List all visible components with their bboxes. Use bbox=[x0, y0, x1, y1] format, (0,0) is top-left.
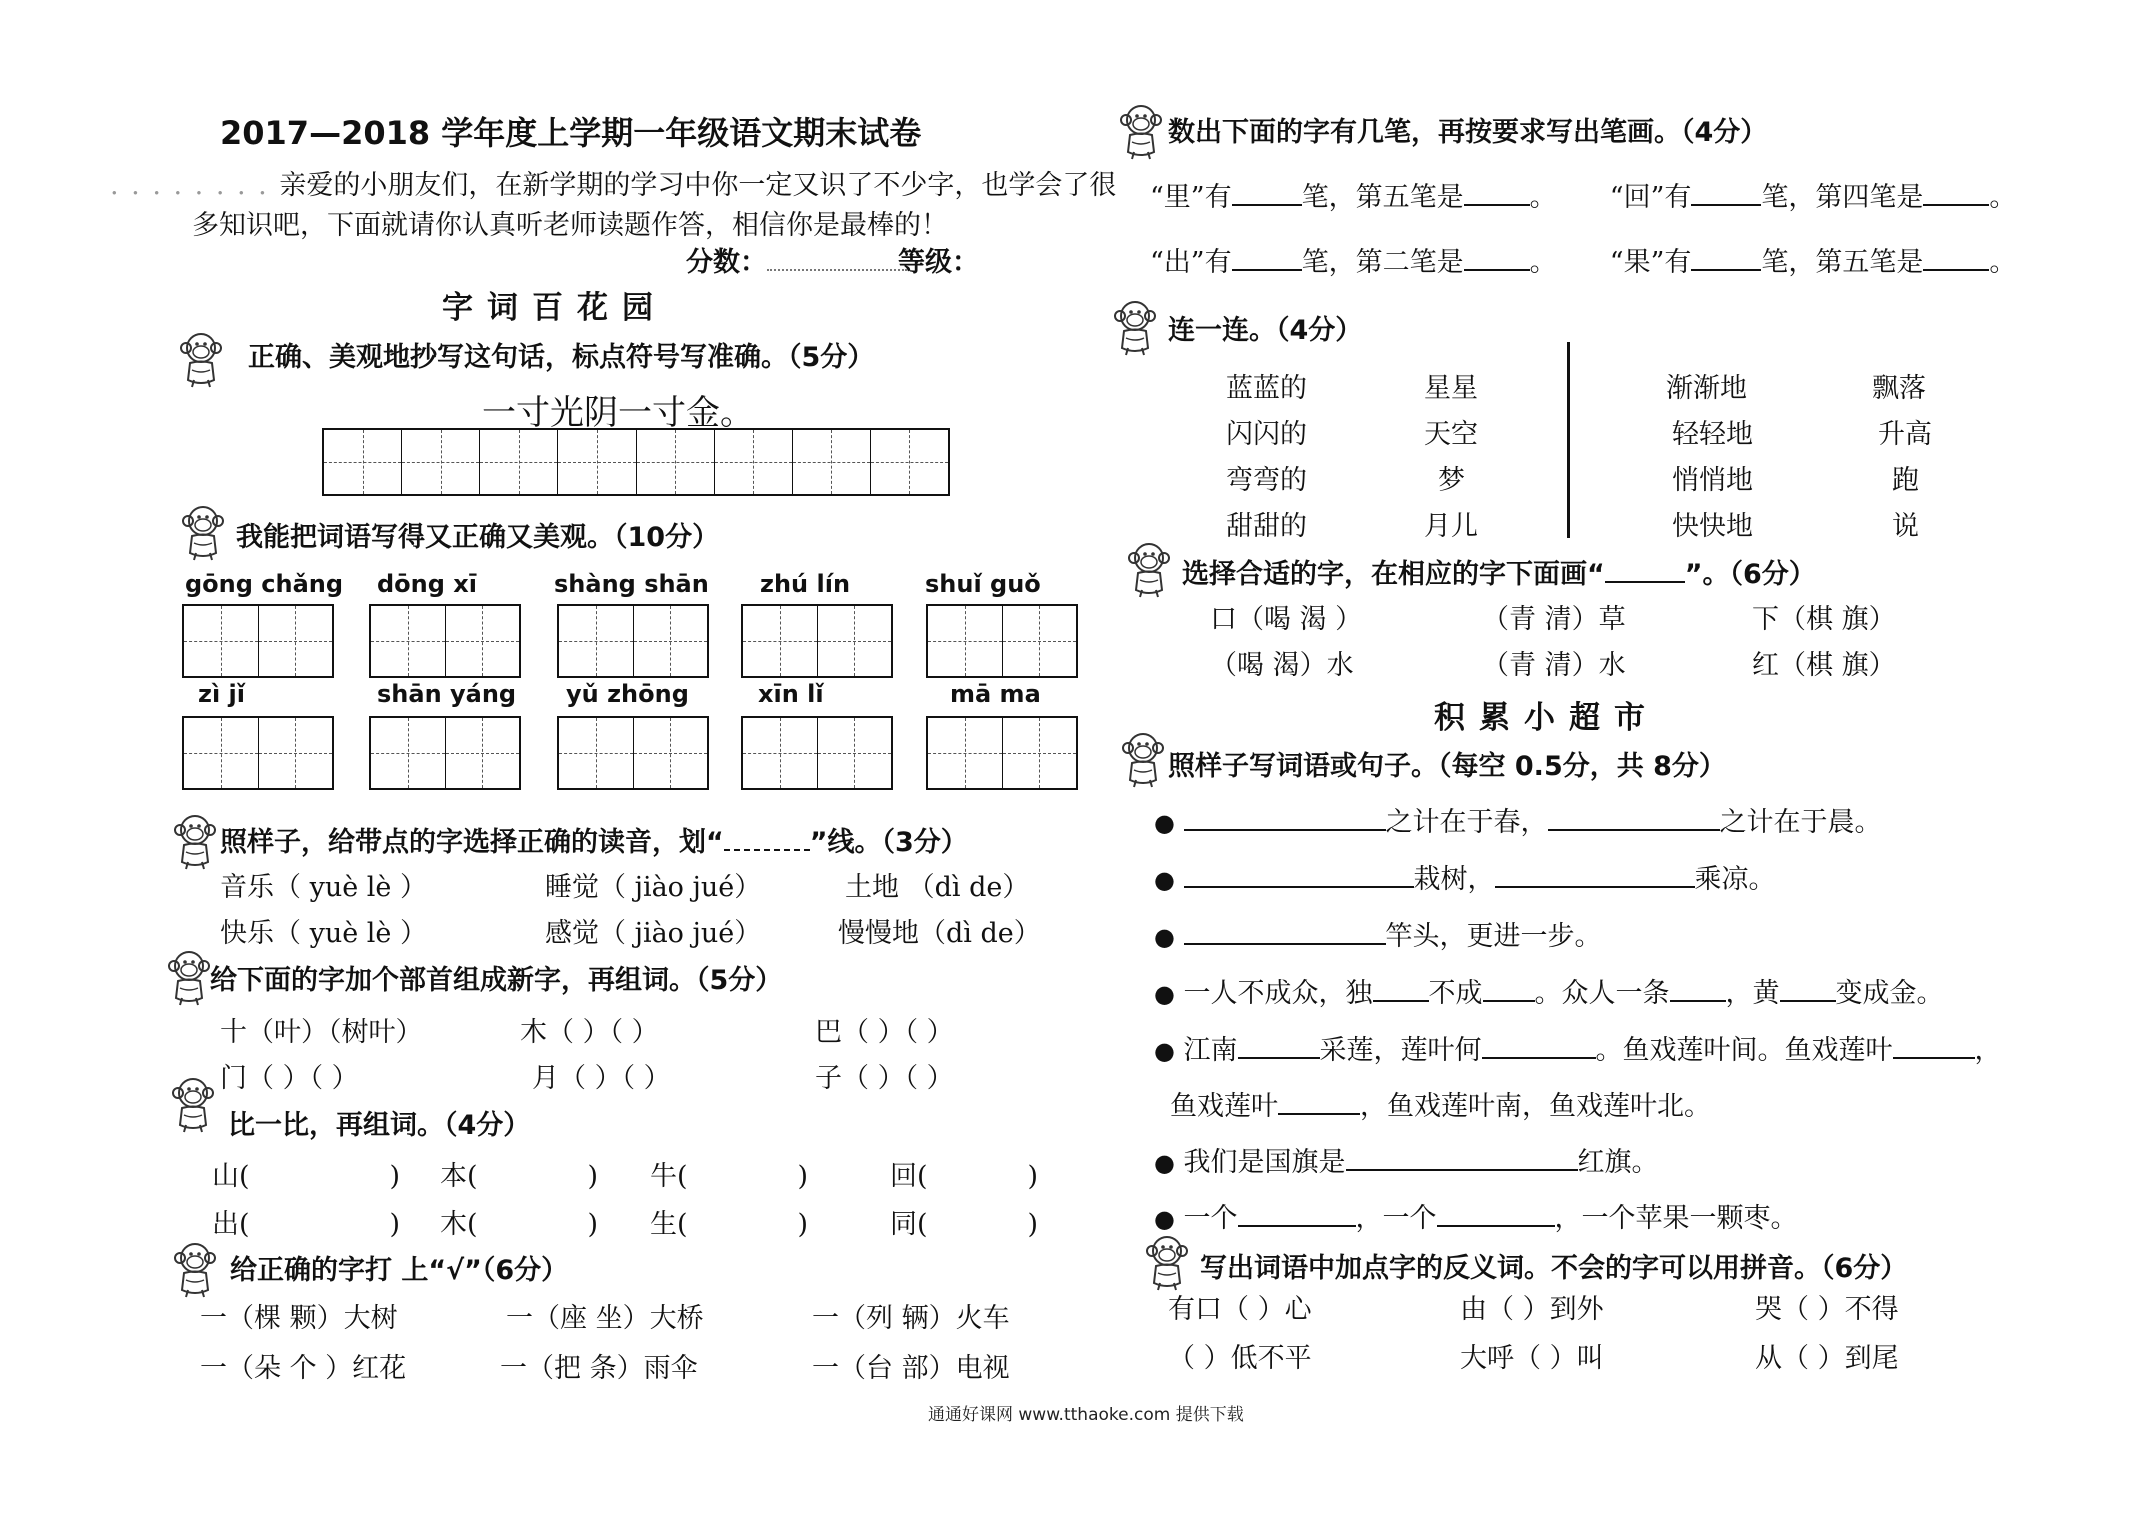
q5-item[interactable]: 本( ) bbox=[440, 1161, 599, 1192]
q5-item[interactable]: 出( ) bbox=[212, 1209, 401, 1240]
q3-item[interactable]: 音乐（ yuè lè ） bbox=[220, 872, 427, 903]
q11-item[interactable]: （ ）低不平 bbox=[1168, 1343, 1312, 1374]
q3-item[interactable]: 睡觉（ jiào jué） bbox=[545, 872, 762, 903]
q9-item[interactable]: 红（棋 旗） bbox=[1752, 650, 1896, 681]
q11-item[interactable]: 由（ ）到外 bbox=[1460, 1294, 1604, 1325]
q8-word[interactable]: 闪闪的 bbox=[1226, 419, 1307, 450]
q9-item[interactable]: （青 清）草 bbox=[1482, 604, 1626, 635]
page-footer: 通通好课网 www.tthaoke.com 提供下载 bbox=[928, 1405, 1244, 1425]
q11-item[interactable]: 大呼（ ）叫 bbox=[1460, 1343, 1604, 1374]
q11-title: 写出词语中加点字的反义词。不会的字可以用拼音。（6分） bbox=[1200, 1253, 1908, 1284]
q10-line[interactable]: 鱼戏莲叶 ，鱼戏莲叶南，鱼戏莲叶北。 bbox=[1170, 1084, 1711, 1123]
pinyin-label: xīn lǐ bbox=[758, 680, 824, 708]
q10-line[interactable]: ● 我们是国旗是 红旗。 bbox=[1154, 1140, 1659, 1179]
q9-item[interactable]: 下（棋 旗） bbox=[1752, 604, 1896, 635]
pinyin-label: yǔ zhōng bbox=[566, 680, 689, 708]
q6-item[interactable]: 一（朵 个 ）红花 bbox=[200, 1353, 407, 1384]
score-field[interactable]: 分数： bbox=[686, 240, 907, 279]
q7-row2[interactable]: “出”有 笔，第二笔是 。 “果”有 笔，第五笔是 。 bbox=[1150, 240, 2016, 279]
q6-item[interactable]: 一（把 条）雨伞 bbox=[500, 1353, 698, 1384]
grade-field[interactable]: 等级： bbox=[898, 247, 979, 278]
q2-title: 我能把词语写得又正确又美观。（10分） bbox=[236, 522, 720, 553]
pinyin-label: mā ma bbox=[950, 680, 1041, 708]
q3-item[interactable]: 土地 （dì de） bbox=[845, 872, 1030, 903]
writing-grid[interactable] bbox=[741, 716, 893, 790]
intro-text-2: 多知识吧，下面就请你认真听老师读题作答，相信你是最棒的！ bbox=[192, 210, 948, 241]
monkey-icon bbox=[1120, 730, 1166, 788]
q8-word[interactable]: 甜甜的 bbox=[1226, 511, 1307, 542]
q8-title: 连一连。（4分） bbox=[1168, 315, 1363, 346]
pinyin-label: shuǐ guǒ bbox=[925, 570, 1041, 598]
q8-word[interactable]: 说 bbox=[1892, 511, 1919, 542]
q4-item[interactable]: 门（ ）（ ） bbox=[220, 1063, 359, 1094]
q6-item[interactable]: 一（棵 颗）大树 bbox=[200, 1303, 398, 1334]
pinyin-label: zhú lín bbox=[760, 570, 851, 598]
q11-item[interactable]: 有口（ ）心 bbox=[1168, 1294, 1312, 1325]
q7-title: 数出下面的字有几笔，再按要求写出笔画。（4分） bbox=[1168, 117, 1768, 148]
writing-grid[interactable] bbox=[741, 604, 893, 678]
q5-item[interactable]: 回( ) bbox=[890, 1161, 1039, 1192]
q3-item[interactable]: 慢慢地（dì de） bbox=[838, 918, 1041, 949]
monkey-icon bbox=[172, 812, 218, 870]
q4-item[interactable]: 巴（ ）（ ） bbox=[815, 1017, 954, 1048]
q3-title: 照样子，给带点的字选择正确的读音，划“ ”线。（3分） bbox=[220, 820, 968, 859]
q10-title: 照样子写词语或句子。（每空 0.5分，共 8分） bbox=[1168, 751, 1726, 782]
q10-line[interactable]: ● 之计在于春， 之计在于晨。 bbox=[1154, 800, 1882, 839]
q8-word[interactable]: 渐渐地 bbox=[1666, 373, 1747, 404]
q8-word[interactable]: 天空 bbox=[1424, 419, 1478, 450]
q6-item[interactable]: 一（列 辆）火车 bbox=[812, 1303, 1010, 1334]
pinyin-label: zì jǐ bbox=[198, 680, 246, 708]
q8-word[interactable]: 悄悄地 bbox=[1672, 465, 1753, 496]
q8-word[interactable]: 跑 bbox=[1892, 465, 1919, 496]
q8-word[interactable]: 快快地 bbox=[1672, 511, 1753, 542]
q9-title: 选择合适的字，在相应的字下面画“ ”。（6分） bbox=[1182, 552, 1816, 591]
q6-item[interactable]: 一（座 坐）大桥 bbox=[506, 1303, 704, 1334]
q8-word[interactable]: 梦 bbox=[1438, 465, 1465, 496]
q11-item[interactable]: 哭（ ）不得 bbox=[1755, 1294, 1899, 1325]
monkey-icon bbox=[1126, 540, 1172, 598]
q4-item[interactable]: 十（叶）（树叶） bbox=[220, 1017, 423, 1048]
writing-grid[interactable] bbox=[369, 604, 521, 678]
page-title: 2017—2018 学年度上学期一年级语文期末试卷 bbox=[220, 114, 922, 152]
q1-sentence: 一寸光阴一寸金。 bbox=[482, 393, 754, 433]
pinyin-label: dōng xī bbox=[377, 570, 477, 598]
q4-title: 给下面的字加个部首组成新字，再组词。（5分） bbox=[210, 965, 783, 996]
writing-grid[interactable] bbox=[369, 716, 521, 790]
q1-writing-grid[interactable] bbox=[322, 428, 950, 496]
q11-item[interactable]: 从（ ）到尾 bbox=[1755, 1343, 1899, 1374]
q10-line[interactable]: ● 一人不成众，独 不成 。众人一条 ，黄 变成金。 bbox=[1154, 971, 1944, 1010]
q9-item[interactable]: （喝 渴）水 bbox=[1210, 650, 1354, 681]
monkey-icon bbox=[180, 503, 226, 561]
monkey-icon bbox=[166, 948, 212, 1006]
writing-grid[interactable] bbox=[557, 604, 709, 678]
pinyin-label: shàng shān bbox=[554, 570, 709, 598]
section-heading-2: 积累小超市 bbox=[1434, 700, 1659, 736]
q5-item[interactable]: 生( ) bbox=[650, 1209, 809, 1240]
q10-line[interactable]: ● 一个 ，一个 ，一个苹果一颗枣。 bbox=[1154, 1196, 1798, 1235]
monkey-icon bbox=[1118, 102, 1164, 160]
q6-title: 给正确的字打 上“√”（6分） bbox=[230, 1255, 569, 1286]
monkey-icon bbox=[172, 1240, 218, 1298]
q1-title: 正确、美观地抄写这句话，标点符号写准确。（5分） bbox=[248, 342, 875, 373]
pinyin-label: gōng chǎng bbox=[185, 570, 344, 598]
intro-text-1: . . . . . . . . 亲爱的小朋友们，在新学期的学习中你一定又识了不少字，也学会了很 bbox=[110, 170, 1117, 201]
q3-item[interactable]: 感觉（ jiào jué） bbox=[545, 918, 762, 949]
q5-item[interactable]: 同( ) bbox=[890, 1209, 1039, 1240]
q7-row1[interactable]: “里”有 笔，第五笔是 。 “回”有 笔，第四笔是 。 bbox=[1150, 175, 2016, 214]
q8-word[interactable]: 星星 bbox=[1424, 373, 1478, 404]
q4-item[interactable]: 月（ ）（ ） bbox=[532, 1063, 671, 1094]
monkey-icon bbox=[1144, 1233, 1190, 1291]
pinyin-label: shān yáng bbox=[377, 680, 517, 708]
q8-word[interactable]: 升高 bbox=[1878, 419, 1932, 450]
q5-item[interactable]: 山( ) bbox=[212, 1161, 401, 1192]
monkey-icon bbox=[1112, 298, 1158, 356]
q8-word[interactable]: 蓝蓝的 bbox=[1226, 373, 1307, 404]
writing-grid[interactable] bbox=[557, 716, 709, 790]
q4-item[interactable]: 木（ ）（ ） bbox=[520, 1017, 659, 1048]
q8-word[interactable]: 轻轻地 bbox=[1672, 419, 1753, 450]
monkey-icon bbox=[178, 330, 224, 388]
section-heading-1: 字词百花园 bbox=[442, 290, 667, 326]
writing-grid[interactable] bbox=[926, 716, 1078, 790]
q8-divider bbox=[1567, 342, 1570, 538]
q10-line[interactable]: ● 江南 采莲，莲叶何 。鱼戏莲叶间。鱼戏莲叶 ， bbox=[1154, 1028, 2002, 1067]
q4-item[interactable]: 子（ ）（ ） bbox=[815, 1063, 954, 1094]
q8-word[interactable]: 飘落 bbox=[1872, 373, 1926, 404]
q6-item[interactable]: 一（台 部）电视 bbox=[812, 1353, 1010, 1384]
q8-word[interactable]: 弯弯的 bbox=[1226, 465, 1307, 496]
monkey-icon bbox=[170, 1075, 216, 1133]
q8-word[interactable]: 月儿 bbox=[1424, 511, 1478, 542]
q9-item[interactable]: 口（喝 渴 ） bbox=[1210, 604, 1363, 635]
writing-grid[interactable] bbox=[182, 716, 334, 790]
writing-grid[interactable] bbox=[182, 604, 334, 678]
q10-line[interactable]: ● 栽树， 乘凉。 bbox=[1154, 857, 1776, 896]
q10-line[interactable]: ● 竿头，更进一步。 bbox=[1154, 914, 1602, 953]
q5-title: 比一比，再组词。（4分） bbox=[228, 1110, 531, 1141]
q5-item[interactable]: 牛( ) bbox=[650, 1161, 809, 1192]
q5-item[interactable]: 木( ) bbox=[440, 1209, 599, 1240]
q9-item[interactable]: （青 清）水 bbox=[1482, 650, 1626, 681]
writing-grid[interactable] bbox=[926, 604, 1078, 678]
q3-item[interactable]: 快乐（ yuè lè ） bbox=[220, 918, 427, 949]
